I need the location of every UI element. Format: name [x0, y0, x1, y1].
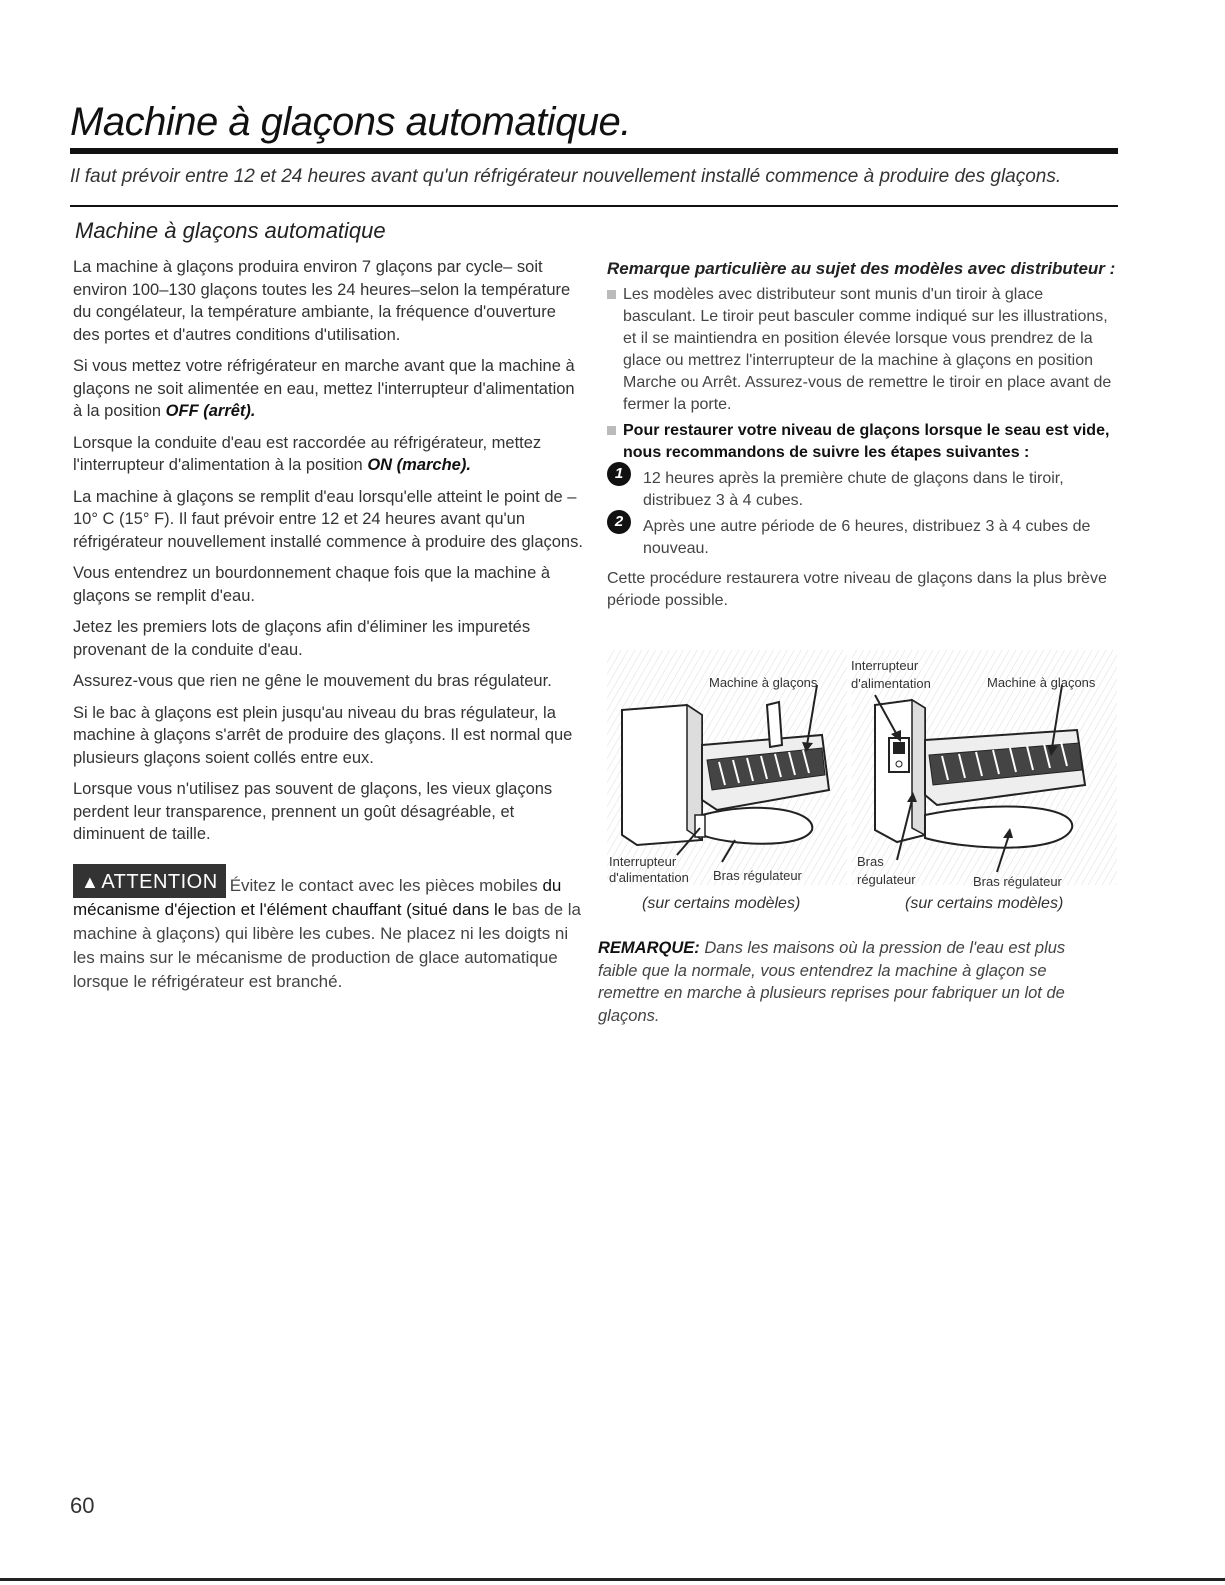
paragraph-buzz: Vous entendrez un bourdonnement chaque fois que la machine à glaçons se remplit d'eau.	[73, 564, 551, 605]
fig1-caption: (sur certains modèles)	[642, 895, 801, 912]
bullet-tilting-drawer: Les modèles avec distributeur sont munis d'un tiroir à glace basculant. Le tiroir peut basculer comme indiqué sur les illustrations, et il se maintiendra en position élevée lorsque vous prendrez de la glace ou mettrez l'interrupteur de la machine à glaçons en position Marche ou Arrêt. Assurez-vous de remettre le tiroir en place avant de fermer la porte.	[607, 284, 1119, 416]
step-1: 1 12 heures après la première chute de glaçons dans le tiroir, distribuez 3 à 4 cubes.	[607, 468, 1119, 512]
left-column	[73, 256, 583, 994]
bullet-square-icon	[607, 290, 616, 299]
paragraph-on-position: Lorsque la conduite d'eau est raccordée au réfrigérateur, mettez l'interrupteur d'alimentation à la position ON (marche).	[73, 433, 542, 474]
section-title: Machine à glaçons automatique	[75, 218, 386, 243]
bullet-restore-level: Pour restaurer votre niveau de glaçons lorsque le seau est vide, nous recommandons de suivre les étapes suivantes :	[607, 420, 1119, 464]
paragraph-bin-full: Si le bac à glaçons est plein jusqu'au niveau du bras régulateur, la machine à glaçons s'arrêt de produire des glaçons. Il est normal que plusieurs glaçons soient collés entre eux.	[73, 703, 573, 767]
page-subtitle: Il faut prévoir entre 12 et 24 heures avant qu'un réfrigérateur nouvellement installé commence à produire des glaçons.	[70, 166, 1062, 187]
page-number: 60	[70, 1493, 95, 1518]
page-title: Machine à glaçons automatique.	[70, 100, 631, 144]
dispenser-note-heading: Remarque particulière au sujet des modèles avec distributeur :	[607, 259, 1116, 278]
paragraph-arm-free: Assurez-vous que rien ne gêne le mouvement du bras régulateur.	[73, 672, 552, 690]
fig2-label-switch-line2: d'alimentation	[851, 676, 931, 691]
attention-warning: ▲ ATTENTION Évitez le contact avec les pièces mobiles du mécanisme d'éjection et l'élément chauffant (situé dans le bas de la machine à glaçons) qui libère les cubes. Ne placez ni les doigts ni les mains sur le mécanisme de production de glace automatique lorsque le réfrigérateur est branché.	[73, 864, 583, 994]
fig2-label-arm-line1: Bras	[857, 854, 884, 869]
section-rule	[70, 205, 1118, 207]
right-column	[607, 258, 1119, 612]
step-2-number-icon: 2	[607, 510, 631, 534]
paragraph-first-batches: Jetez les premiers lots de glaçons afin d'éliminer les impuretés provenant de la conduite d'eau.	[73, 618, 531, 659]
fig2-label-arm-line2: régulateur	[857, 872, 916, 887]
on-label: ON (marche).	[367, 456, 471, 474]
paragraph-production: La machine à glaçons produira environ 7 glaçons par cycle– soit environ 100–130 glaçons toutes les 24 heures–selon la température du congélateur, la température ambiante, la fréquence d'ouverture des portes et d'autres conditions d'utilisation.	[73, 258, 571, 344]
closing-paragraph: Cette procédure restaurera votre niveau de glaçons dans la plus brève période possible.	[607, 570, 1107, 609]
remark-note: REMARQUE: Dans les maisons où la pression de l'eau est plus faible que la normale, vous entendrez la machine à glaçon se remettre en marche à plusieurs reprises pour fabriquer un lot de glaçons.	[598, 939, 1066, 1025]
warning-icon: ▲	[81, 871, 100, 892]
off-label: OFF (arrêt).	[165, 402, 256, 420]
remark-label: REMARQUE:	[598, 939, 700, 957]
fig2-label-switch-line1: Interrupteur	[851, 658, 919, 673]
step-1-number-icon: 1	[607, 462, 631, 486]
fig1-label-switch-line2: d'alimentation	[609, 870, 689, 885]
paragraph-old-ice: Lorsque vous n'utilisez pas souvent de glaçons, les vieux glaçons perdent leur transparence, prennent un goût désagréable, et diminuent de taille.	[73, 780, 553, 843]
bottom-rule	[0, 1578, 1225, 1581]
fig1-label-arm: Bras régulateur	[713, 868, 802, 883]
fig1-label-switch-line1: Interrupteur	[609, 854, 677, 869]
title-rule	[70, 148, 1118, 154]
step-2: 2 Après une autre période de 6 heures, distribuez 3 à 4 cubes de nouveau.	[607, 516, 1119, 560]
fig2-caption: (sur certains modèles)	[905, 895, 1064, 912]
paragraph-off-position: Si vous mettez votre réfrigérateur en marche avant que la machine à glaçons ne soit alimentée en eau, mettez l'interrupteur d'alimentation à la position OFF (arrêt).	[73, 357, 575, 420]
attention-badge: ▲ ATTENTION	[73, 864, 226, 898]
paragraph-fill-point: La machine à glaçons se remplit d'eau lorsqu'elle atteint le point de –10° C (15° F). Il faut prévoir entre 12 et 24 heures avant qu'un réfrigérateur nouvellement installé commence à produire des glaçons.	[73, 487, 583, 551]
fig1-label-icemaker: Machine à glaçons	[709, 675, 818, 690]
fig2-label-arm-b: Bras régulateur	[973, 874, 1062, 889]
fig2-label-icemaker: Machine à glaçons	[987, 675, 1096, 690]
bullet-square-icon	[607, 426, 616, 435]
icemaker-illustrations	[607, 650, 1117, 925]
